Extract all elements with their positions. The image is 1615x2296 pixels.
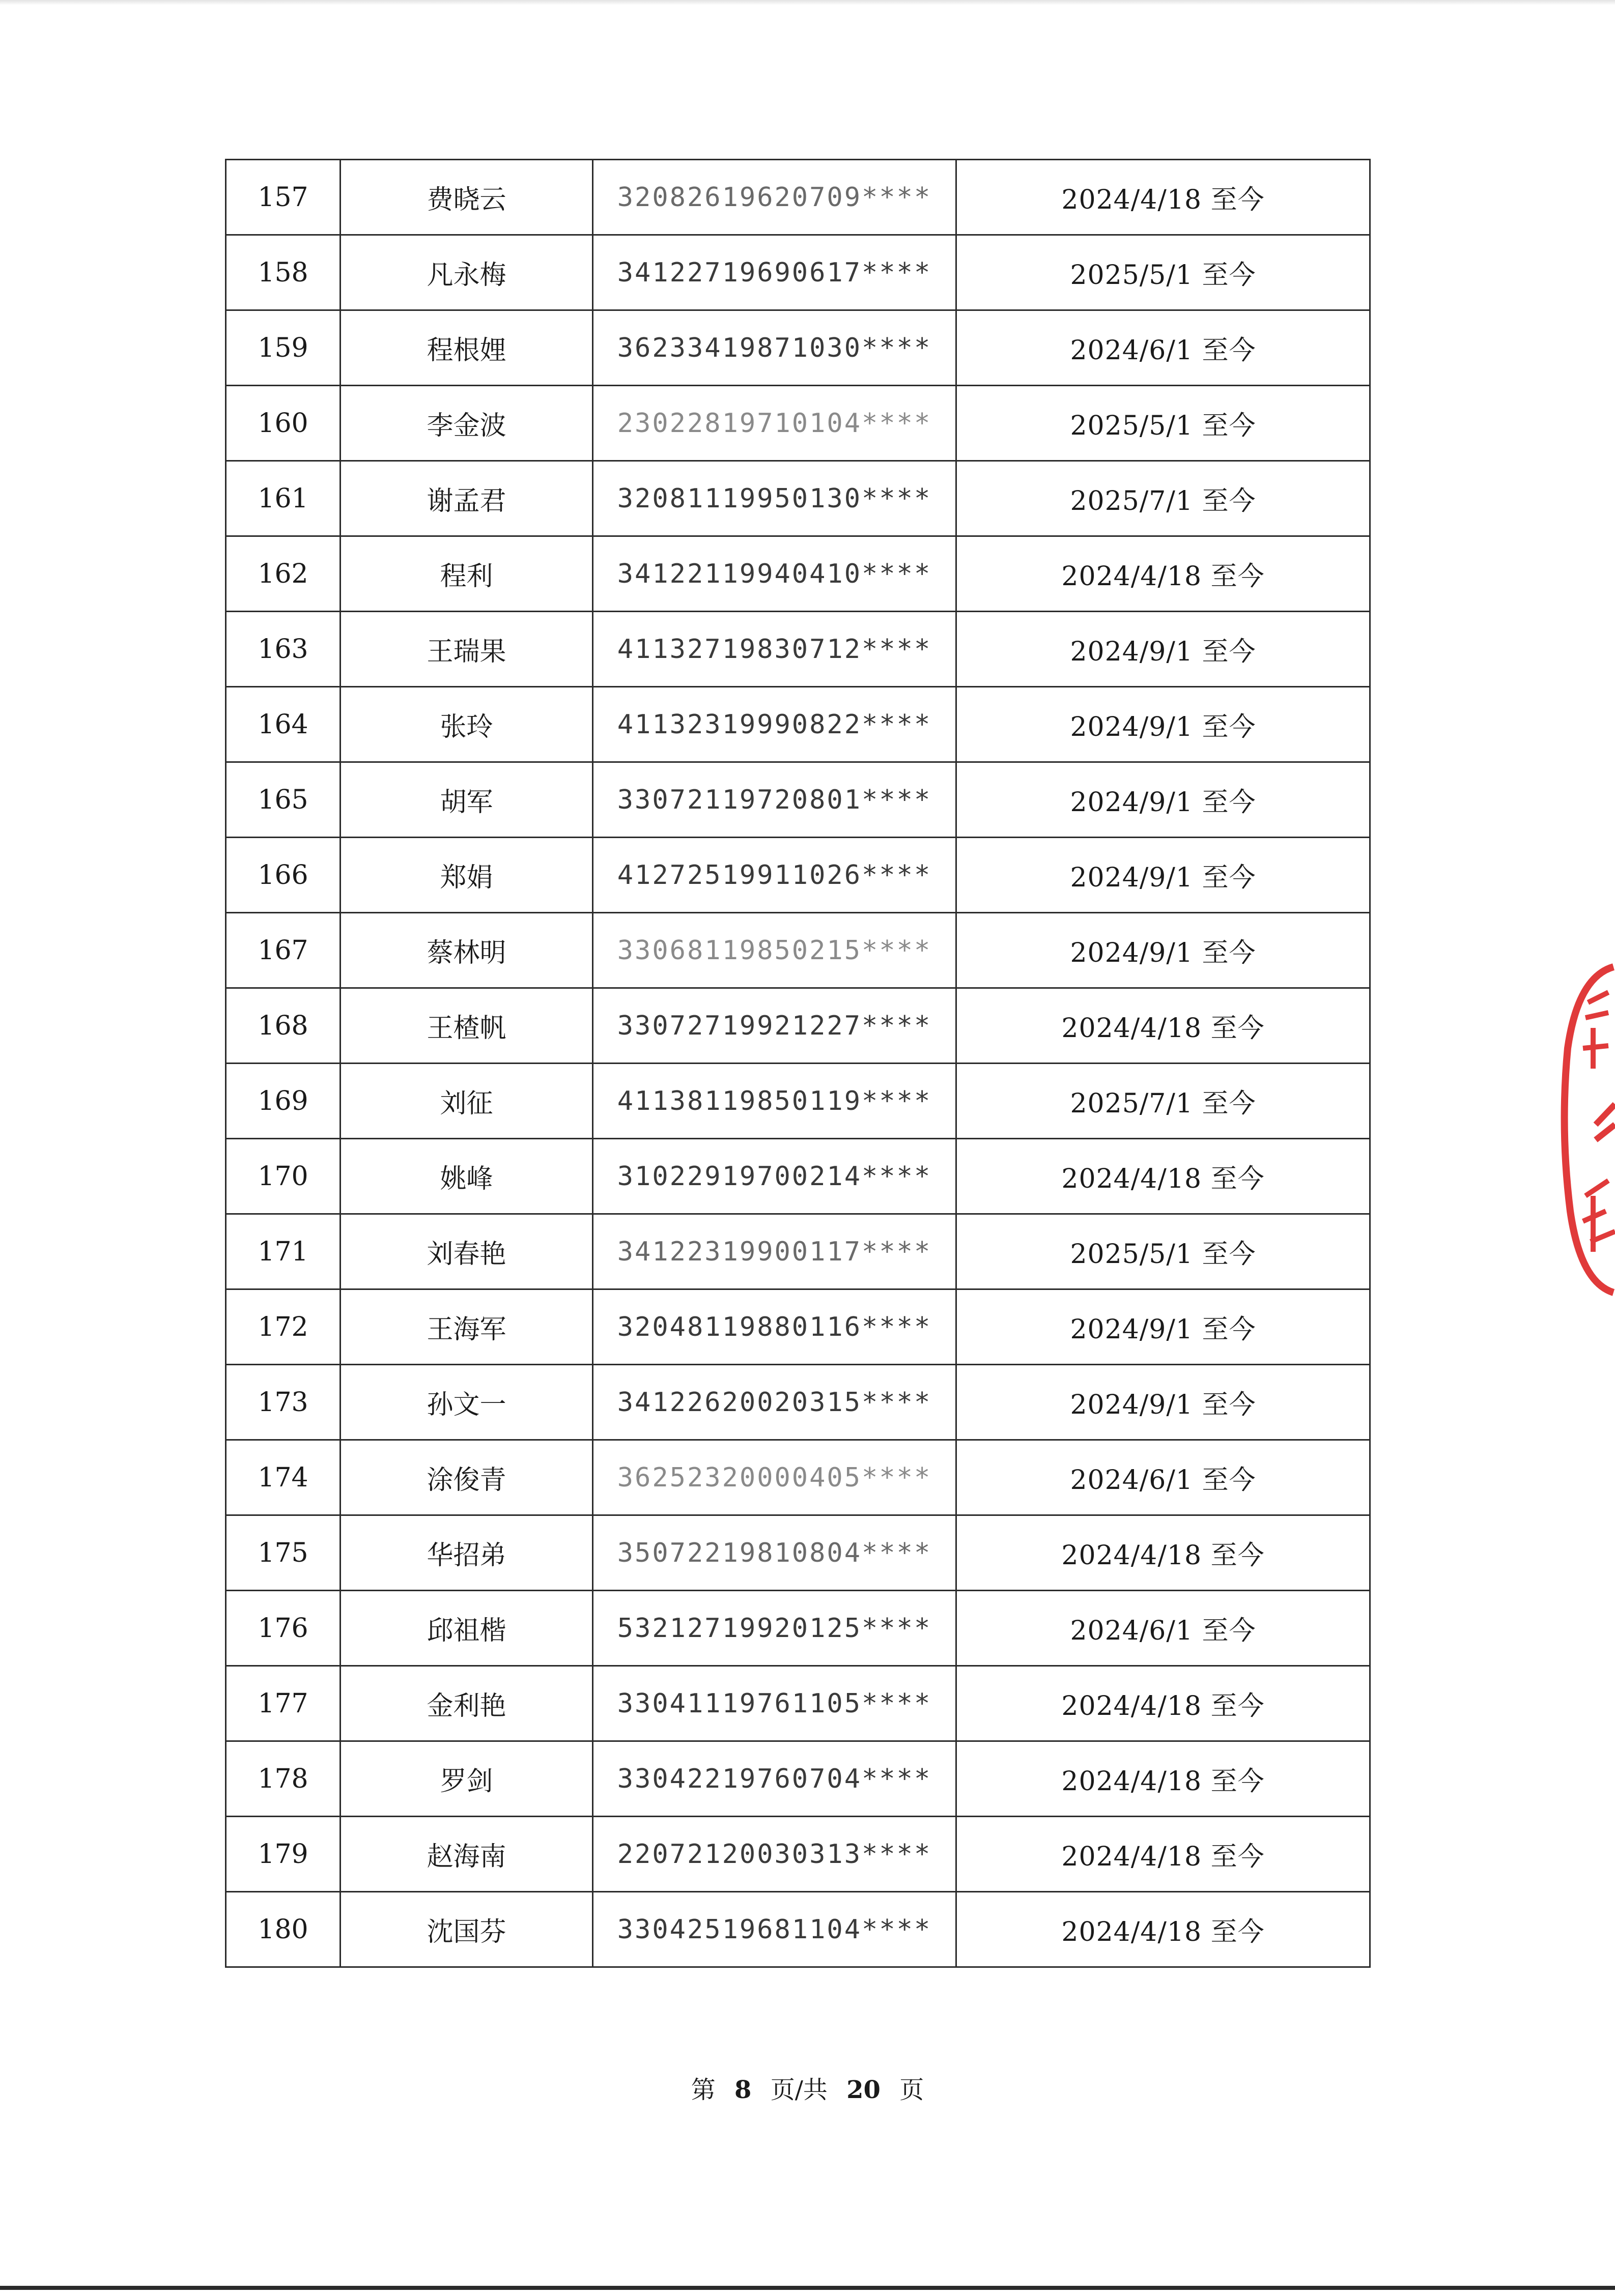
table-row (226, 838, 1370, 913)
row-number-cell: 171 (226, 1214, 341, 1289)
id-number-cell: 41132319990822**** (593, 687, 956, 762)
row-number-cell: 176 (226, 1591, 341, 1666)
table-row (226, 612, 1370, 687)
name-cell: 郑娟 (341, 838, 593, 913)
id-number-cell: 31022919700214**** (593, 1139, 956, 1214)
id-number-cell: 32082619620709**** (593, 160, 956, 235)
start-date-cell: 2024/4/18 至今 (956, 1139, 1370, 1214)
name-cell: 张玲 (341, 687, 593, 762)
table-row (226, 235, 1370, 310)
start-date-cell: 2024/4/18 至今 (956, 1892, 1370, 1967)
table-row (226, 1666, 1370, 1741)
table-row (226, 913, 1370, 988)
table-row (226, 310, 1370, 386)
row-number-cell: 166 (226, 838, 341, 913)
name-cell: 孙文一 (341, 1365, 593, 1440)
table-row (226, 1139, 1370, 1214)
id-number-cell: 34122319900117**** (593, 1214, 956, 1289)
start-date-cell: 2025/5/1 至今 (956, 235, 1370, 310)
name-cell: 王海军 (341, 1289, 593, 1365)
table-row (226, 386, 1370, 461)
id-number-cell: 35072219810804**** (593, 1515, 956, 1591)
row-number-cell: 157 (226, 160, 341, 235)
table-row (226, 1741, 1370, 1817)
name-cell: 程利 (341, 536, 593, 612)
table-row (226, 762, 1370, 838)
row-number-cell: 168 (226, 988, 341, 1064)
footer-prefix: 第 (691, 2076, 716, 2104)
roster-table-body (226, 160, 1370, 1967)
id-number-cell: 34122119940410**** (593, 536, 956, 612)
footer-suffix: 页 (899, 2076, 924, 2104)
row-number-cell: 167 (226, 913, 341, 988)
row-number-cell: 163 (226, 612, 341, 687)
row-number-cell: 172 (226, 1289, 341, 1365)
id-number-cell: 36252320000405**** (593, 1440, 956, 1515)
start-date-cell: 2024/4/18 至今 (956, 1817, 1370, 1892)
id-number-cell: 41132719830712**** (593, 612, 956, 687)
scan-top-edge (0, 0, 1615, 5)
name-cell: 凡永梅 (341, 235, 593, 310)
table-row (226, 988, 1370, 1064)
id-number-cell: 41138119850119**** (593, 1064, 956, 1139)
table-row (226, 1892, 1370, 1967)
id-number-cell: 41272519911026**** (593, 838, 956, 913)
table-row (226, 1064, 1370, 1139)
id-number-cell: 34122620020315**** (593, 1365, 956, 1440)
id-number-cell: 33072719921227**** (593, 988, 956, 1064)
start-date-cell: 2025/7/1 至今 (956, 1064, 1370, 1139)
start-date-cell: 2024/4/18 至今 (956, 1666, 1370, 1741)
start-date-cell: 2024/9/1 至今 (956, 612, 1370, 687)
start-date-cell: 2024/9/1 至今 (956, 838, 1370, 913)
row-number-cell: 160 (226, 386, 341, 461)
id-number-cell: 22072120030313**** (593, 1817, 956, 1892)
table-row (226, 1365, 1370, 1440)
start-date-cell: 2024/9/1 至今 (956, 913, 1370, 988)
row-number-cell: 180 (226, 1892, 341, 1967)
table-row (226, 1440, 1370, 1515)
start-date-cell: 2024/6/1 至今 (956, 310, 1370, 386)
start-date-cell: 2024/9/1 至今 (956, 687, 1370, 762)
row-number-cell: 165 (226, 762, 341, 838)
table-row (226, 461, 1370, 536)
name-cell: 姚峰 (341, 1139, 593, 1214)
id-number-cell: 33068119850215**** (593, 913, 956, 988)
start-date-cell: 2024/6/1 至今 (956, 1591, 1370, 1666)
page-footer (0, 2070, 1615, 2105)
id-number-cell: 23022819710104**** (593, 386, 956, 461)
row-number-cell: 158 (226, 235, 341, 310)
footer-total-pages: 20 (846, 2076, 881, 2104)
name-cell: 谢孟君 (341, 461, 593, 536)
red-seal-fragment (1557, 957, 1615, 1303)
name-cell: 华招弟 (341, 1515, 593, 1591)
row-number-cell: 175 (226, 1515, 341, 1591)
start-date-cell: 2024/4/18 至今 (956, 1741, 1370, 1817)
name-cell: 赵海南 (341, 1817, 593, 1892)
scan-bottom-edge (0, 2286, 1615, 2290)
name-cell: 刘春艳 (341, 1214, 593, 1289)
table-row (226, 1515, 1370, 1591)
table-row (226, 1817, 1370, 1892)
row-number-cell: 170 (226, 1139, 341, 1214)
name-cell: 沈国芬 (341, 1892, 593, 1967)
start-date-cell: 2024/4/18 至今 (956, 1515, 1370, 1591)
start-date-cell: 2025/5/1 至今 (956, 1214, 1370, 1289)
row-number-cell: 174 (226, 1440, 341, 1515)
start-date-cell: 2024/4/18 至今 (956, 988, 1370, 1064)
row-number-cell: 162 (226, 536, 341, 612)
id-number-cell: 33042219760704**** (593, 1741, 956, 1817)
id-number-cell: 33072119720801**** (593, 762, 956, 838)
id-number-cell: 33042519681104**** (593, 1892, 956, 1967)
name-cell: 金利艳 (341, 1666, 593, 1741)
roster-table (225, 159, 1371, 1968)
name-cell: 费晓云 (341, 160, 593, 235)
table-row (226, 536, 1370, 612)
table-row (226, 687, 1370, 762)
id-number-cell: 53212719920125**** (593, 1591, 956, 1666)
name-cell: 邱祖楷 (341, 1591, 593, 1666)
id-number-cell: 36233419871030**** (593, 310, 956, 386)
row-number-cell: 173 (226, 1365, 341, 1440)
id-number-cell: 34122719690617**** (593, 235, 956, 310)
name-cell: 蔡林明 (341, 913, 593, 988)
row-number-cell: 159 (226, 310, 341, 386)
row-number-cell: 177 (226, 1666, 341, 1741)
name-cell: 程根娌 (341, 310, 593, 386)
footer-page-number: 8 (734, 2076, 752, 2104)
name-cell: 刘征 (341, 1064, 593, 1139)
table-row (226, 1214, 1370, 1289)
start-date-cell: 2024/4/18 至今 (956, 536, 1370, 612)
name-cell: 李金波 (341, 386, 593, 461)
start-date-cell: 2024/9/1 至今 (956, 1289, 1370, 1365)
row-number-cell: 178 (226, 1741, 341, 1817)
start-date-cell: 2025/7/1 至今 (956, 461, 1370, 536)
name-cell: 罗剑 (341, 1741, 593, 1817)
name-cell: 王瑞果 (341, 612, 593, 687)
start-date-cell: 2024/9/1 至今 (956, 762, 1370, 838)
table-row (226, 1591, 1370, 1666)
start-date-cell: 2024/4/18 至今 (956, 160, 1370, 235)
name-cell: 涂俊青 (341, 1440, 593, 1515)
start-date-cell: 2025/5/1 至今 (956, 386, 1370, 461)
row-number-cell: 161 (226, 461, 341, 536)
name-cell: 胡军 (341, 762, 593, 838)
start-date-cell: 2024/9/1 至今 (956, 1365, 1370, 1440)
name-cell: 王楂帆 (341, 988, 593, 1064)
row-number-cell: 164 (226, 687, 341, 762)
table-row (226, 160, 1370, 235)
row-number-cell: 169 (226, 1064, 341, 1139)
row-number-cell: 179 (226, 1817, 341, 1892)
footer-middle: 页/共 (770, 2076, 828, 2104)
table-row (226, 1289, 1370, 1365)
id-number-cell: 32081119950130**** (593, 461, 956, 536)
id-number-cell: 33041119761105**** (593, 1666, 956, 1741)
id-number-cell: 32048119880116**** (593, 1289, 956, 1365)
start-date-cell: 2024/6/1 至今 (956, 1440, 1370, 1515)
